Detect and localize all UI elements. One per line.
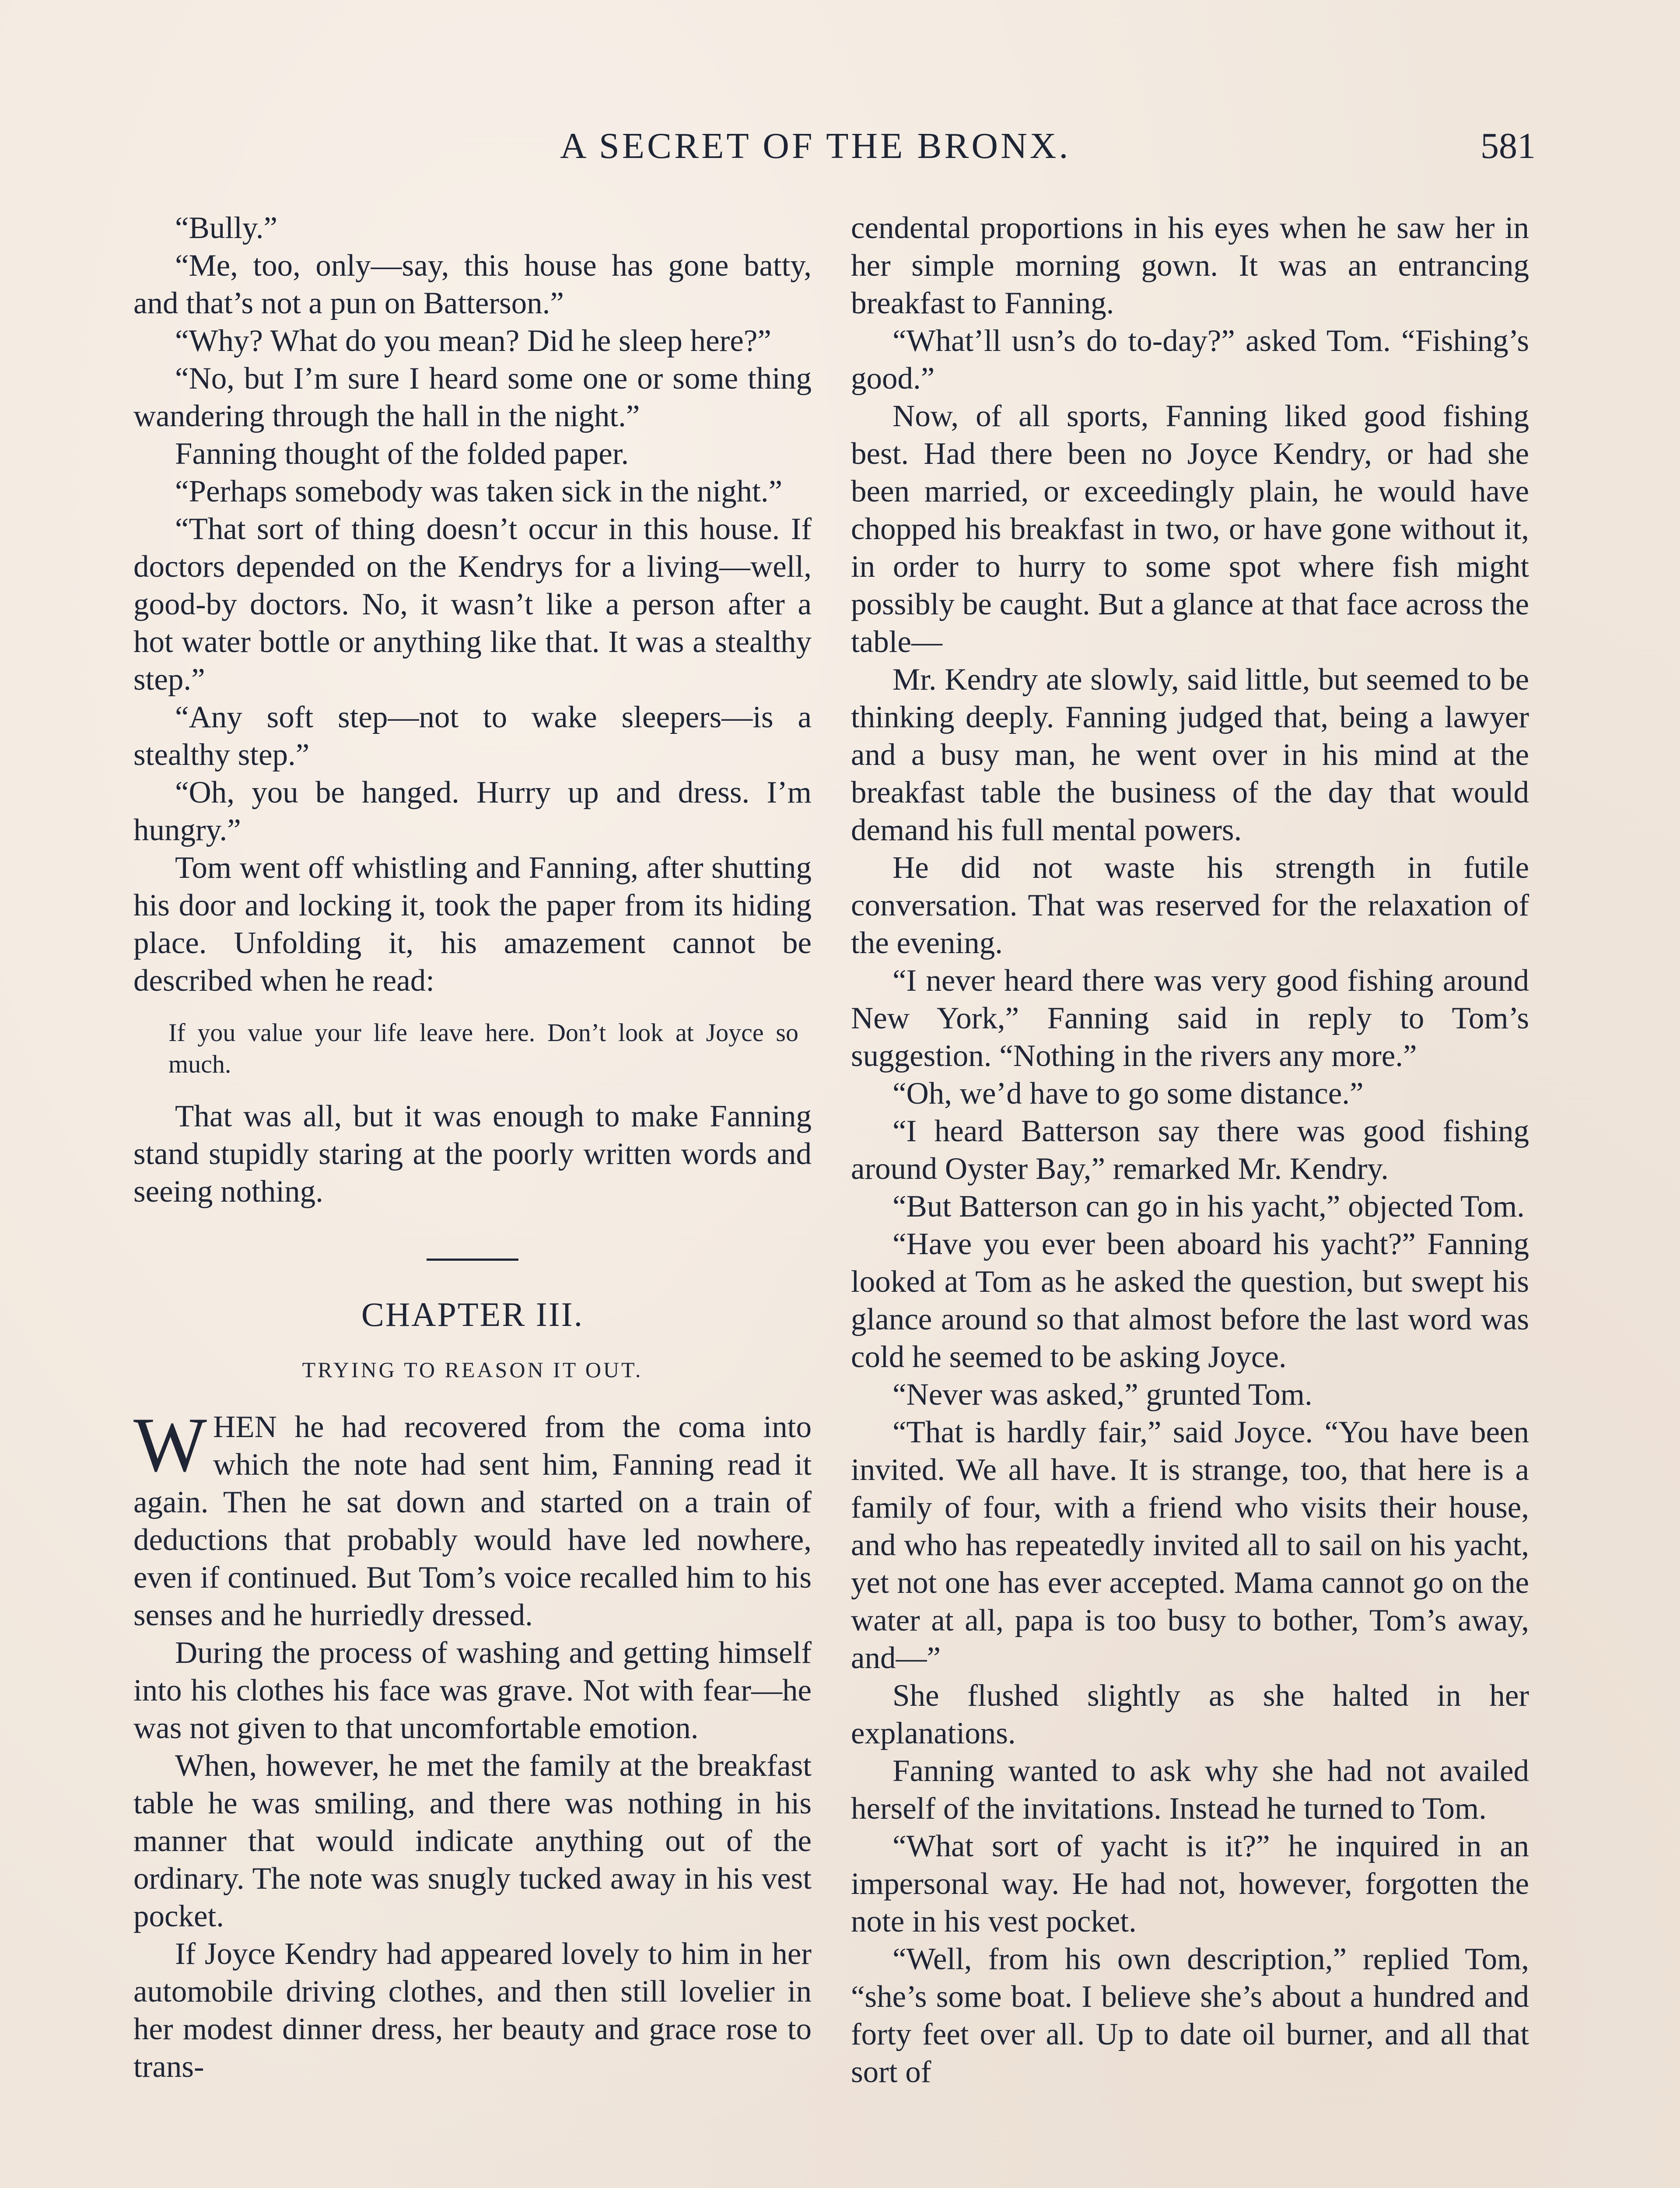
page-number: 581 — [1480, 126, 1536, 166]
paragraph: “That is hardly fair,” said Joyce. “You have been invited. We all have. It is strange, too, that here is a family of four, with a friend who visits their house, and who has repeatedly invited all to sail on his yacht, yet not one has ever accepted. Mama cannot go on the water at all, papa is too busy to bother, Tom’s away, and—” — [851, 1415, 1529, 1675]
paragraph: He did not waste his strength in futile conversation. That was reserved for the relaxation of the evening. — [851, 851, 1529, 960]
section-divider — [427, 1259, 518, 1261]
paragraph: “That sort of thing doesn’t occur in this house. If doctors depended on the Kendrys for a living—well, good-by doctors. No, it wasn’t like a person after a hot water bottle or anything like that. It was a stealthy step.” — [133, 512, 812, 697]
dropcap-paragraph-text: HEN he had recovered from the coma into which the note had sent him, Fanning read it again. Then he sat down and started on a train of deductions that probably would have led nowhere, even if continued. But Tom’s voice recalled him to his senses and he hurriedly dressed. — [133, 1410, 812, 1632]
paragraph: “Well, from his own description,” replied Tom, “she’s some boat. I believe she’s about a hundred and forty feet over all. Up to date oil burner, and all that sort of — [851, 1942, 1529, 2089]
paragraph: “I never heard there was very good fishing around New York,” Fanning said in reply to Tom’s suggestion. “Nothing in the rivers any more.” — [851, 964, 1529, 1073]
paragraph: “Any soft step—not to wake sleepers—is a stealthy step.” — [133, 700, 812, 772]
paragraph: If Joyce Kendry had appeared lovely to him in her automobile driving clothes, and then still lovelier in her modest dinner dress, her beauty and grace rose to trans- — [133, 1937, 812, 2084]
quoted-note: If you value your life leave here. Don’t look at Joyce so much. — [168, 1018, 798, 1078]
paragraph: “What sort of yacht is it?” he inquired in an impersonal way. He had not, however, forgotten the note in his vest pocket. — [851, 1829, 1529, 1939]
drop-cap-letter: W — [133, 1401, 207, 1488]
paragraph: She flushed slightly as she halted in her explanations. — [851, 1679, 1529, 1750]
paragraph: When, however, he met the family at the breakfast table he was smiling, and there was nothing in his manner that would indicate anything out of the ordinary. The note was snugly tucked away in his vest pocket. — [133, 1749, 812, 1933]
chapter-title: CHAPTER III. — [361, 1295, 584, 1333]
paragraph: “Oh, we’d have to go some distance.” — [892, 1076, 1364, 1111]
continued-paragraph: cendental proportions in his eyes when he saw her in her simple morning gown. It was an entrancing breakfast to Fanning. — [851, 211, 1529, 320]
chapter-subtitle: TRYING TO REASON IT OUT. — [302, 1357, 643, 1382]
paragraph: “Perhaps somebody was taken sick in the night.” — [175, 474, 783, 508]
paragraph: Fanning wanted to ask why she had not availed herself of the invitations. Instead he turned to Tom. — [851, 1754, 1529, 1826]
right-column — [851, 209, 1529, 2091]
paragraph: During the process of washing and getting himself into his clothes his face was grave. Not with fear—he was not given to that uncomfortable emotion. — [133, 1636, 812, 1745]
dropcap-paragraph — [133, 1401, 812, 1634]
paragraph: “No, but I’m sure I heard some one or some thing wandering through the hall in the night.” — [133, 361, 812, 433]
running-title: A SECRET OF THE BRONX. — [560, 126, 1071, 166]
paragraph: “Have you ever been aboard his yacht?” Fanning looked at Tom as he asked the question, but swept his glance around so that almost before the last word was cold he seemed to be asking Joyce. — [851, 1227, 1529, 1374]
paragraph: “What’ll usn’s do to-day?” asked Tom. “Fishing’s good.” — [851, 324, 1529, 396]
paragraph: “Why? What do you mean? Did he sleep here?” — [175, 324, 771, 358]
left-column — [133, 209, 812, 2086]
paragraph: Mr. Kendry ate slowly, said little, but seemed to be thinking deeply. Fanning judged that, being a lawyer and a busy man, he went over in his mind at the breakfast table the business of the day that would demand his full mental powers. — [851, 663, 1529, 847]
paragraph: “I heard Batterson say there was good fishing around Oyster Bay,” remarked Mr. Kendry. — [851, 1114, 1529, 1186]
paragraph: “Me, too, only—say, this house has gone batty, and that’s not a pun on Batterson.” — [133, 249, 812, 320]
paragraph: “But Batterson can go in his yacht,” objected Tom. — [892, 1189, 1525, 1224]
paragraph: “Oh, you be hanged. Hurry up and dress. I’m hungry.” — [133, 775, 812, 847]
paragraph: “Bully.” — [175, 211, 277, 245]
paragraph: Now, of all sports, Fanning liked good fishing best. Had there been no Joyce Kendry, or had she been married, or exceedingly plain, he would have chopped his breakfast in two, or have gone without it, in order to hurry to some spot where fish might possibly be caught. But a glance at that face across the table— — [851, 399, 1529, 659]
paragraph: Fanning thought of the folded paper. — [175, 437, 629, 471]
paragraph: Tom went off whistling and Fanning, after shutting his door and locking it, took the paper from its hiding place. Unfolding it, his amazement cannot be described when he read: — [133, 851, 812, 998]
paragraph: That was all, but it was enough to make Fanning stand stupidly staring at the poorly written words and seeing nothing. — [133, 1099, 812, 1209]
paragraph: “Never was asked,” grunted Tom. — [892, 1378, 1312, 1412]
